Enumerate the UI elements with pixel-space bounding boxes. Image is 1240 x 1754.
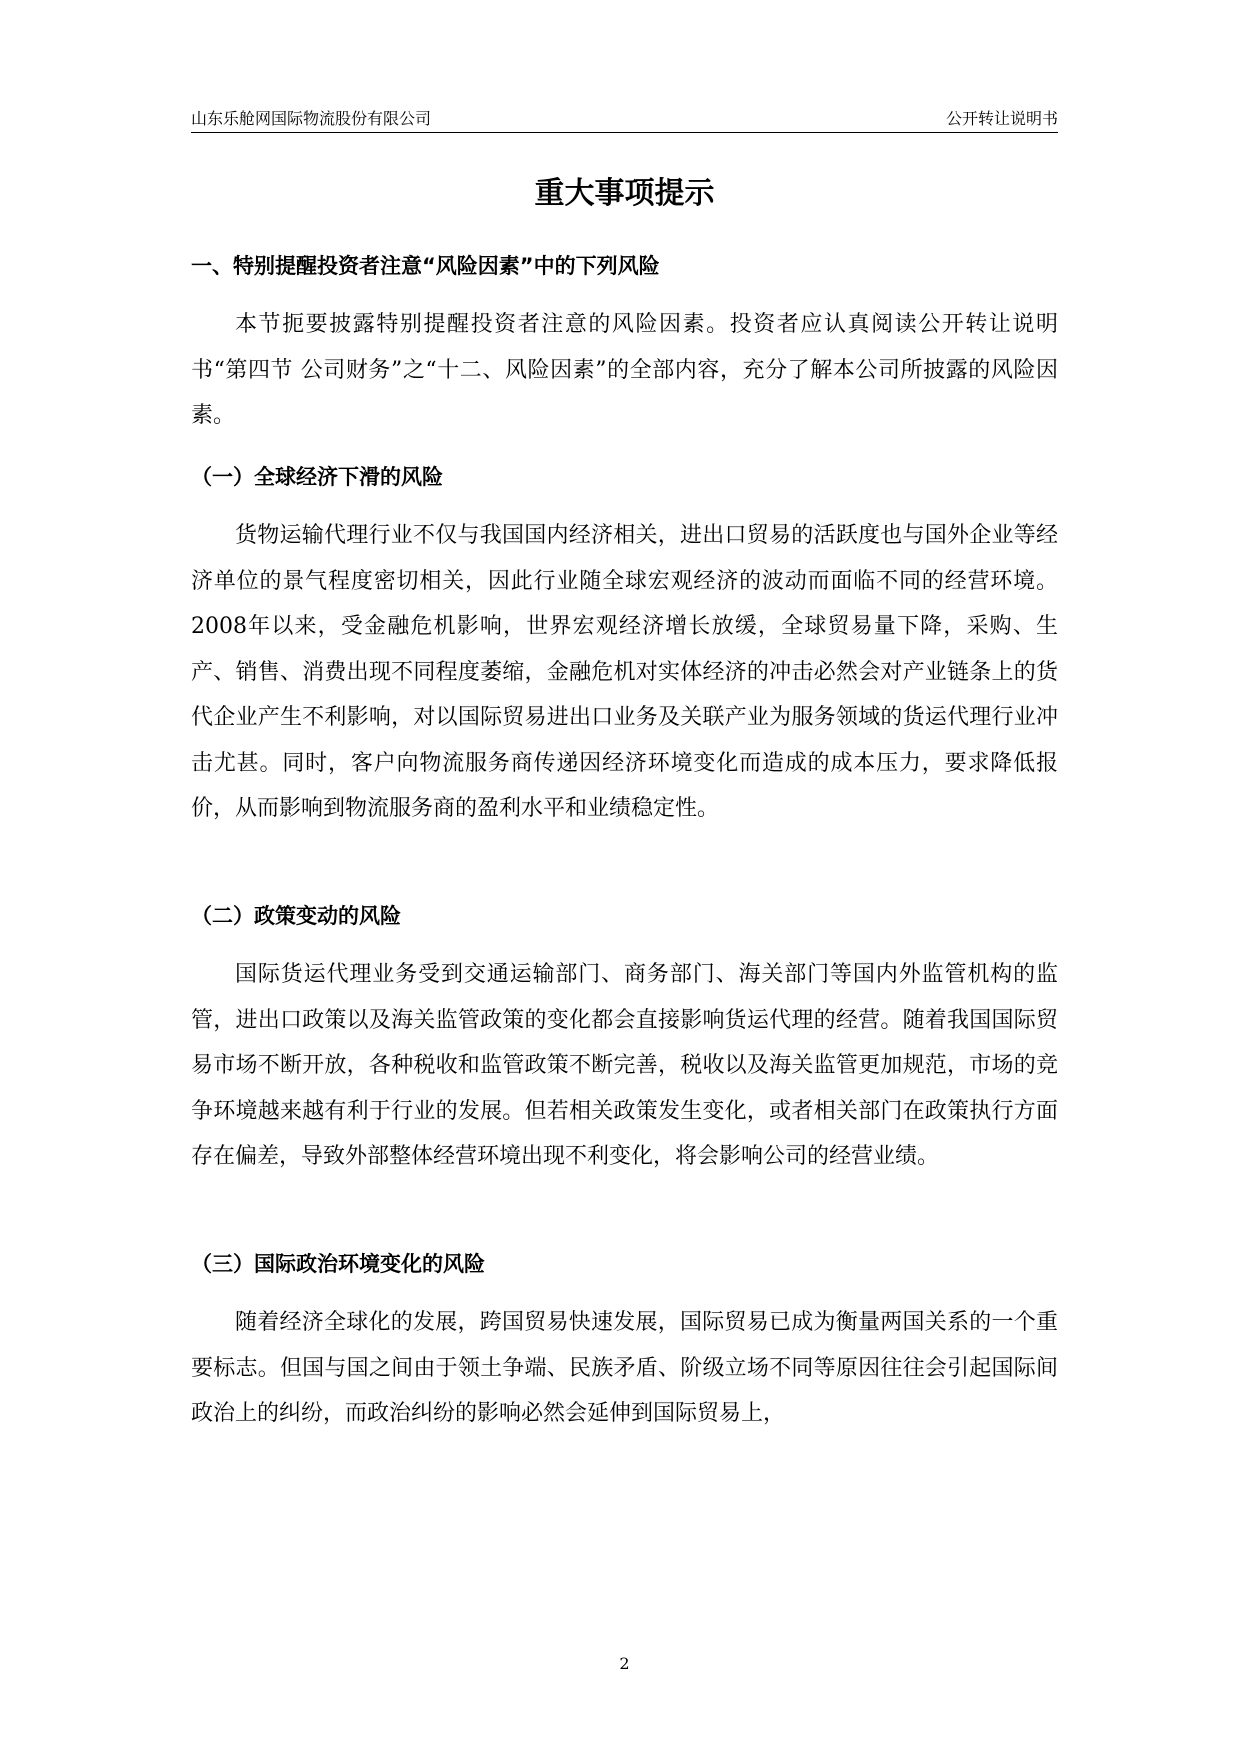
section-heading-2: （一）全球经济下滑的风险: [191, 465, 443, 489]
section-paragraph-4: 随着经济全球化的发展，跨国贸易快速发展，国际贸易已成为衡量两国关系的一个重要标志。但国与国之间由于领土争端、民族矛盾、阶级立场不同等原因往往会引起国际间政治上的纠纷，而政治纠纷的影响必然会延伸到国际贸易上，: [191, 1310, 1058, 1426]
section-paragraph-1: 本节扼要披露特别提醒投资者注意的风险因素。投资者应认真阅读公开转让说明书“第四节 公司财务”之“十二、风险因素”的全部内容，充分了解本公司所披露的风险因素。: [191, 312, 1058, 428]
section-heading-4: （三）国际政治环境变化的风险: [191, 1252, 485, 1276]
section-heading-3: （二）政策变动的风险: [191, 904, 401, 928]
page-title: 重大事项提示: [534, 176, 715, 211]
section-paragraph-2: 货物运输代理行业不仅与我国国内经济相关，进出口贸易的活跃度也与国外企业等经济单位的景气程度密切相关，因此行业随全球宏观经济的波动而面临不同的经营环境。2008年以来，受金融危机影响，世界宏观经济增长放缓，全球贸易量下降，采购、生产、销售、消费出现不同程度萎缩，金融危机对实体经济的冲击必然会对产业链条上的货代企业产生不利影响，对以国际贸易进出口业务及关联产业为服务领域的货运代理行业冲击尤甚。同时，客户向物流服务商传递因经济环境变化而造成的成本压力，要求降低报价，从而影响到物流服务商的盈利水平和业绩稳定性。: [191, 523, 1058, 821]
header-company-name: 山东乐舱网国际物流股份有限公司: [191, 109, 432, 128]
header-document-type: 公开转让说明书: [945, 109, 1058, 128]
section-paragraph-3: 国际货运代理业务受到交通运输部门、商务部门、海关部门等国内外监管机构的监管，进出口政策以及海关监管政策的变化都会直接影响货运代理的经营。随着我国国际贸易市场不断开放，各种税收和监管政策不断完善，税收以及海关监管更加规范，市场的竞争环境越来越有利于行业的发展。但若相关政策发生变化，或者相关部门在政策执行方面存在偏差，导致外部整体经营环境出现不利变化，将会影响公司的经营业绩。: [191, 962, 1058, 1169]
page-number: 2: [619, 1654, 630, 1673]
page-header: [191, 102, 1058, 133]
section-heading-1: 一、特别提醒投资者注意“风险因素”中的下列风险: [191, 254, 660, 278]
